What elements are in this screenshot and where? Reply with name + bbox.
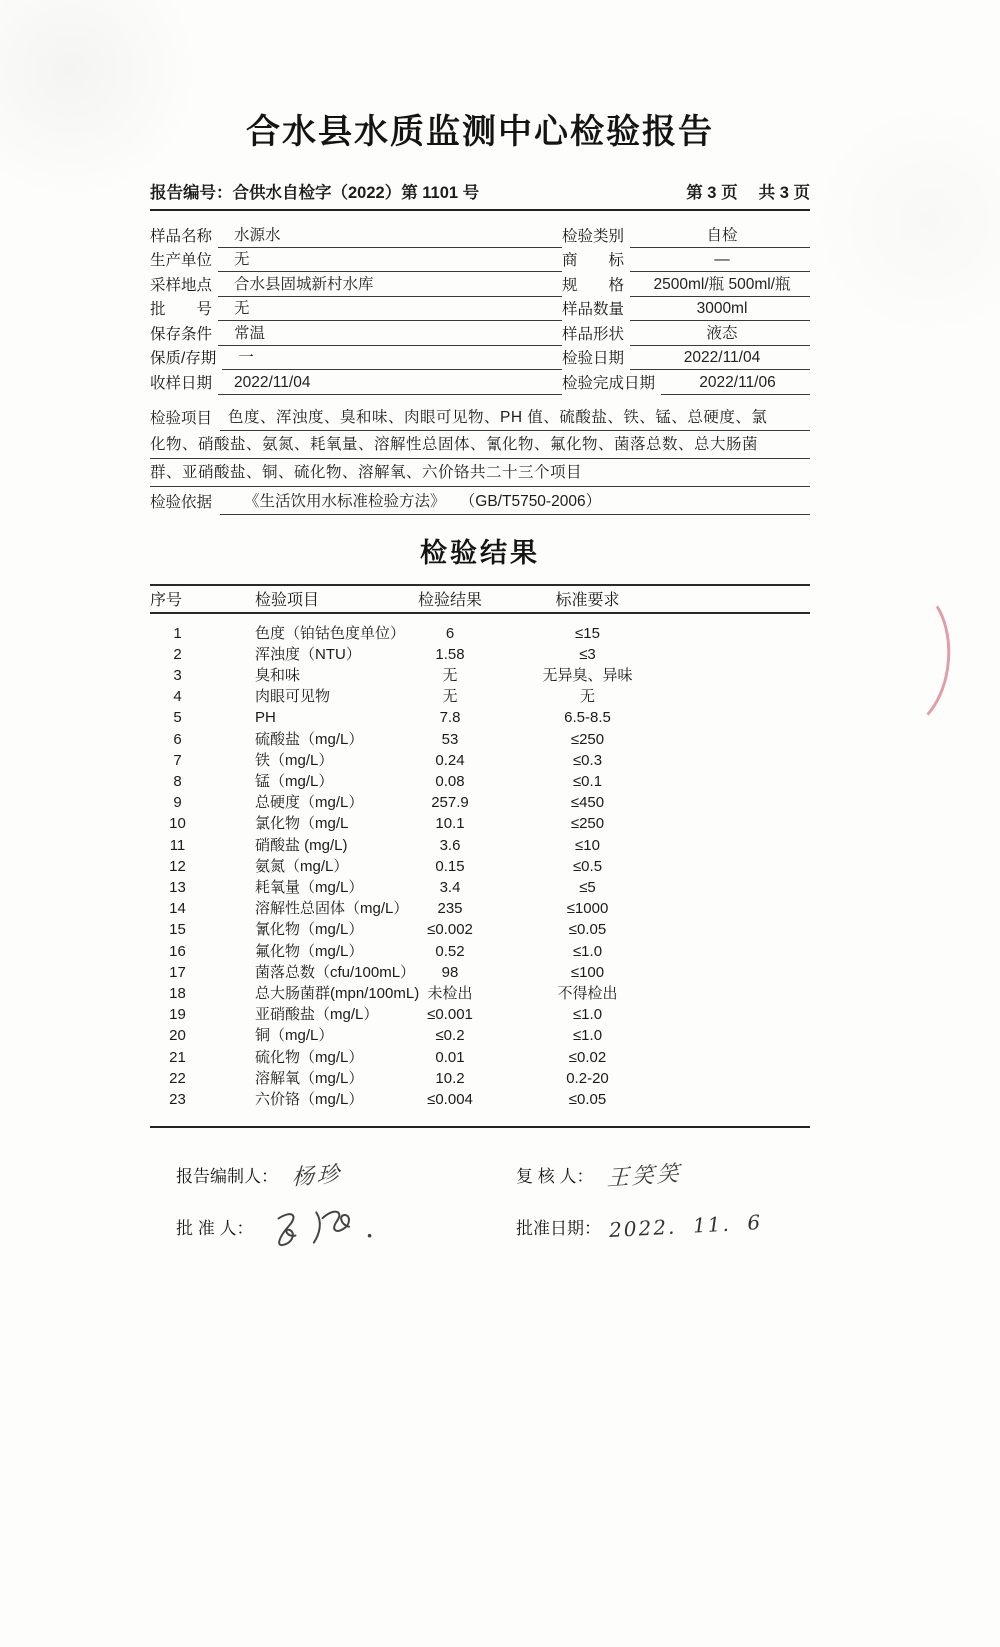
table-row (150, 750, 810, 771)
preparer-signature: 杨珍 (291, 1161, 343, 1191)
row-item: 肉眼可见物 (255, 688, 331, 706)
info-label: 收样日期 (150, 374, 213, 392)
row-standard: ≤15 (575, 624, 600, 642)
row-number: 10 (169, 815, 186, 833)
row-item: 铁（mg/L） (255, 751, 334, 769)
row-item: 氰化物（mg/L） (255, 921, 364, 939)
row-result: 3.6 (439, 836, 461, 854)
table-row (150, 707, 810, 728)
inspection-items-line: 化物、硝酸盐、氨氮、耗氧量、溶解性总固体、氰化物、氟化物、菌落总数、总大肠菌 (150, 431, 810, 459)
row-standard: ≤0.02 (568, 1048, 607, 1066)
table-row (150, 686, 810, 707)
row-standard: ≤10 (575, 836, 600, 854)
report-number (150, 179, 479, 203)
row-number: 14 (169, 900, 186, 918)
table-row (150, 729, 810, 750)
basis-value (220, 490, 810, 515)
row-number: 23 (169, 1090, 186, 1108)
row-standard: ≤250 (570, 815, 605, 833)
info-cell-right (562, 297, 810, 322)
inspection-items-line (150, 403, 810, 431)
table-row (150, 644, 810, 665)
info-value: 液态 (630, 323, 810, 346)
info-cell-right (562, 223, 810, 248)
row-item: 铜（mg/L） (255, 1027, 334, 1045)
info-value: 2022/11/04 (218, 372, 562, 395)
row-item: 耗氧量（mg/L） (255, 878, 364, 896)
column-header-standard: 标准要求 (555, 592, 620, 609)
info-label: 批 号 (150, 301, 213, 318)
row-result: 0.24 (435, 751, 465, 769)
info-cell-left (150, 321, 562, 346)
table-row (150, 665, 810, 686)
row-standard: ≤0.5 (572, 857, 603, 875)
row-item: 浑浊度（NTU） (255, 645, 361, 663)
inspection-items-text: 色度、浑浊度、臭和味、肉眼可见物、PH 值、硫酸盐、铁、锰、总硬度、氯 (220, 406, 810, 431)
sample-info-row (150, 321, 810, 346)
basis-label: 检验依据 (150, 493, 213, 511)
row-standard: 无 (579, 688, 595, 706)
info-label: 检验日期 (562, 350, 625, 367)
row-spacer (670, 644, 810, 665)
row-standard: ≤5 (579, 878, 596, 896)
row-spacer (670, 1068, 810, 1089)
row-result: 未检出 (427, 984, 473, 1002)
row-standard: ≤0.05 (568, 921, 607, 939)
info-label: 商 标 (562, 252, 625, 269)
results-table (150, 584, 810, 1111)
row-item: 氨氮（mg/L） (255, 857, 349, 875)
row-standard: ≤1.0 (572, 942, 603, 960)
row-result: 0.01 (435, 1048, 465, 1066)
row-spacer (670, 686, 810, 707)
row-spacer (670, 771, 810, 792)
row-result: 10.1 (435, 815, 465, 833)
row-result: 53 (441, 730, 459, 748)
row-spacer (670, 623, 810, 644)
row-number: 12 (169, 857, 186, 875)
info-label: 检验完成日期 (562, 374, 656, 392)
approve-date-handwritten: 2022. 11. 6 (608, 1210, 763, 1243)
row-result: 无 (442, 666, 458, 684)
sample-info-row (150, 272, 810, 297)
row-number: 22 (169, 1069, 186, 1087)
info-cell-right (562, 272, 810, 297)
row-number: 19 (169, 1006, 186, 1024)
row-spacer (670, 1089, 810, 1110)
row-result: ≤0.004 (427, 1090, 473, 1108)
sample-info-row (150, 248, 810, 273)
preparer-row (150, 1156, 490, 1192)
info-value: 自检 (630, 225, 810, 248)
info-cell-right (562, 346, 810, 371)
row-number: 21 (169, 1048, 186, 1066)
inspection-basis-row (150, 487, 810, 515)
info-label: 保存条件 (150, 325, 213, 343)
row-standard: ≤250 (570, 730, 605, 748)
page-title: 合水县水质监测中心检验报告 (246, 113, 714, 151)
row-spacer (670, 919, 810, 940)
approver-row (150, 1208, 490, 1244)
row-item: 臭和味 (255, 666, 301, 684)
row-standard: 不得检出 (557, 984, 618, 1002)
row-number: 2 (173, 645, 182, 663)
row-standard: ≤450 (570, 794, 605, 812)
info-value: 无 (218, 298, 562, 321)
row-spacer (670, 941, 810, 962)
table-row (150, 1004, 810, 1025)
row-number: 16 (169, 942, 186, 960)
info-label: 检验类别 (562, 227, 625, 245)
report-content (150, 0, 810, 1244)
info-cell-left (150, 297, 562, 322)
inspection-items-label: 检验项目 (150, 409, 213, 427)
row-item: 溶解氧（mg/L） (255, 1069, 364, 1087)
table-row (150, 835, 810, 856)
row-number: 4 (173, 688, 182, 706)
info-cell-left (150, 248, 562, 273)
reviewer-label: 复 核 人： (516, 1166, 594, 1186)
row-item: 氯化物（mg/L (255, 815, 349, 833)
basis-code: （GB/T5750-2006） (467, 492, 602, 510)
row-item: 锰（mg/L） (255, 772, 334, 790)
info-label: 保质/存期 (150, 350, 217, 367)
row-item: 氟化物（mg/L） (255, 942, 364, 960)
row-number: 13 (169, 878, 186, 896)
row-result: 0.15 (435, 857, 465, 875)
row-number: 17 (169, 963, 186, 981)
row-spacer (670, 1047, 810, 1068)
row-spacer (670, 983, 810, 1004)
info-label: 样品形状 (562, 325, 625, 343)
row-number: 1 (173, 624, 182, 642)
info-value: 2500ml/瓶 500ml/瓶 (630, 274, 810, 297)
row-number: 11 (169, 836, 186, 854)
row-item: 色度（铂钴色度单位） (255, 624, 406, 642)
row-standard: ≤100 (570, 963, 605, 981)
column-header-item: 检验项目 (255, 592, 320, 609)
row-result: 235 (437, 900, 463, 918)
row-result: 0.52 (435, 942, 465, 960)
row-spacer (670, 1025, 810, 1046)
table-row (150, 962, 810, 983)
row-item: 硝酸盐 (mg/L) (255, 836, 348, 854)
table-end-divider (150, 1126, 810, 1128)
column-header-no: 序号 (150, 592, 183, 609)
row-item: 总大肠菌群(mpn/100mL) (255, 984, 420, 1002)
table-row (150, 877, 810, 898)
table-row (150, 1089, 810, 1110)
row-spacer (670, 835, 810, 856)
info-value: 一 (222, 347, 562, 370)
approve-date-row (490, 1208, 810, 1244)
info-value: 合水县固城新村水库 (218, 274, 562, 297)
row-result: ≤0.2 (435, 1027, 465, 1045)
table-row (150, 1047, 810, 1068)
info-cell-left (150, 272, 562, 297)
info-cell-left (150, 223, 562, 248)
approver-label: 批 准 人： (176, 1218, 254, 1238)
results-section-title: 检验结果 (420, 537, 540, 568)
row-result: ≤0.001 (427, 1006, 473, 1024)
row-spacer (670, 750, 810, 771)
info-value: 常温 (218, 323, 562, 346)
row-result: 6 (445, 624, 455, 642)
row-spacer (670, 729, 810, 750)
row-spacer (670, 1004, 810, 1025)
sample-info-row (150, 370, 810, 395)
row-number: 18 (169, 984, 186, 1002)
row-item: 总硬度（mg/L） (255, 794, 364, 812)
info-value: 2022/11/06 (661, 372, 810, 395)
row-item: 硫酸盐（mg/L） (255, 730, 364, 748)
row-number: 15 (169, 921, 186, 939)
red-seal-arc (852, 582, 956, 733)
page-info: 第 3 页 共 3 页 (686, 184, 810, 202)
info-label: 采样地点 (150, 276, 213, 294)
approver-signature-scribble (264, 1201, 386, 1251)
row-spacer (670, 877, 810, 898)
info-cell-left (150, 346, 562, 371)
info-value: 无 (218, 249, 562, 272)
info-cell-right (562, 370, 810, 395)
sample-info-row (150, 223, 810, 248)
row-result: 0.08 (435, 772, 465, 790)
report-number-value: 合供水自检字（2022）第 1101 号 (232, 184, 480, 202)
row-number: 20 (169, 1027, 186, 1045)
table-row (150, 771, 810, 792)
table-row (150, 898, 810, 919)
row-result: 无 (442, 688, 458, 706)
info-cell-right (562, 248, 810, 273)
row-spacer (670, 792, 810, 813)
row-result: 7.8 (439, 709, 461, 727)
row-number: 7 (173, 751, 182, 769)
table-row (150, 919, 810, 940)
row-result: ≤0.002 (427, 921, 473, 939)
table-row (150, 792, 810, 813)
row-standard: ≤0.1 (572, 772, 603, 790)
info-label: 生产单位 (150, 252, 213, 269)
row-standard: 6.5-8.5 (564, 709, 611, 727)
signature-block (150, 1156, 810, 1244)
report-number-row (150, 179, 810, 211)
inspection-items-block (150, 403, 810, 487)
info-label: 规 格 (562, 276, 625, 294)
row-number: 8 (173, 772, 182, 790)
row-standard: ≤0.05 (568, 1090, 607, 1108)
row-item: 硫化物（mg/L） (255, 1048, 364, 1066)
results-table-header (150, 584, 810, 614)
table-row (150, 983, 810, 1004)
row-standard: ≤3 (579, 645, 596, 663)
info-cell-left (150, 370, 562, 395)
table-row (150, 1068, 810, 1089)
row-item: 溶解性总固体（mg/L） (255, 900, 409, 918)
sample-info-row (150, 297, 810, 322)
row-item: 六价铬（mg/L） (255, 1090, 364, 1108)
row-standard: ≤1.0 (572, 1027, 603, 1045)
row-item: PH (255, 709, 276, 727)
row-spacer (670, 962, 810, 983)
row-standard: 0.2-20 (566, 1069, 609, 1087)
row-spacer (670, 898, 810, 919)
row-spacer (670, 856, 810, 877)
row-standard: ≤1000 (566, 900, 609, 918)
row-standard: 无异臭、异味 (542, 666, 633, 684)
row-result: 257.9 (431, 794, 469, 812)
reviewer-row (490, 1156, 810, 1192)
row-number: 9 (173, 794, 182, 812)
info-value: — (630, 249, 810, 272)
table-row (150, 813, 810, 834)
sample-info-grid (150, 223, 810, 395)
table-row (150, 856, 810, 877)
row-result: 10.2 (435, 1069, 465, 1087)
row-standard: ≤0.3 (572, 751, 603, 769)
sample-info-row (150, 346, 810, 371)
row-item: 菌落总数（cfu/100mL） (255, 963, 416, 981)
row-number: 3 (173, 666, 182, 684)
inspection-items-line: 群、亚硝酸盐、铜、硫化物、溶解氧、六价铬共二十三个项目 (150, 459, 810, 487)
results-table-body (150, 623, 810, 1111)
info-label: 样品数量 (562, 301, 625, 318)
row-number: 6 (173, 730, 182, 748)
row-spacer (670, 665, 810, 686)
info-value: 水源水 (218, 225, 562, 248)
column-header-result: 检验结果 (417, 592, 482, 609)
row-spacer (670, 707, 810, 728)
info-cell-right (562, 321, 810, 346)
row-result: 98 (441, 963, 459, 981)
preparer-label: 报告编制人： (176, 1166, 278, 1186)
row-standard: ≤1.0 (572, 1006, 603, 1024)
info-label: 样品名称 (150, 227, 213, 245)
row-item: 亚硝酸盐（mg/L） (255, 1006, 379, 1024)
table-row (150, 623, 810, 644)
report-number-label: 报告编号： (150, 184, 233, 202)
table-row (150, 1025, 810, 1046)
row-result: 3.4 (439, 878, 461, 896)
row-result: 1.58 (435, 645, 465, 663)
row-spacer (670, 813, 810, 834)
reviewer-signature: 王笑笑 (607, 1161, 683, 1192)
basis-method: 《生活饮用水标准检验方法》 (244, 492, 446, 510)
approve-date-label: 批准日期： (516, 1218, 601, 1238)
row-number: 5 (173, 709, 182, 727)
table-row (150, 941, 810, 962)
info-value: 3000ml (630, 298, 810, 321)
info-value: 2022/11/04 (630, 347, 810, 370)
